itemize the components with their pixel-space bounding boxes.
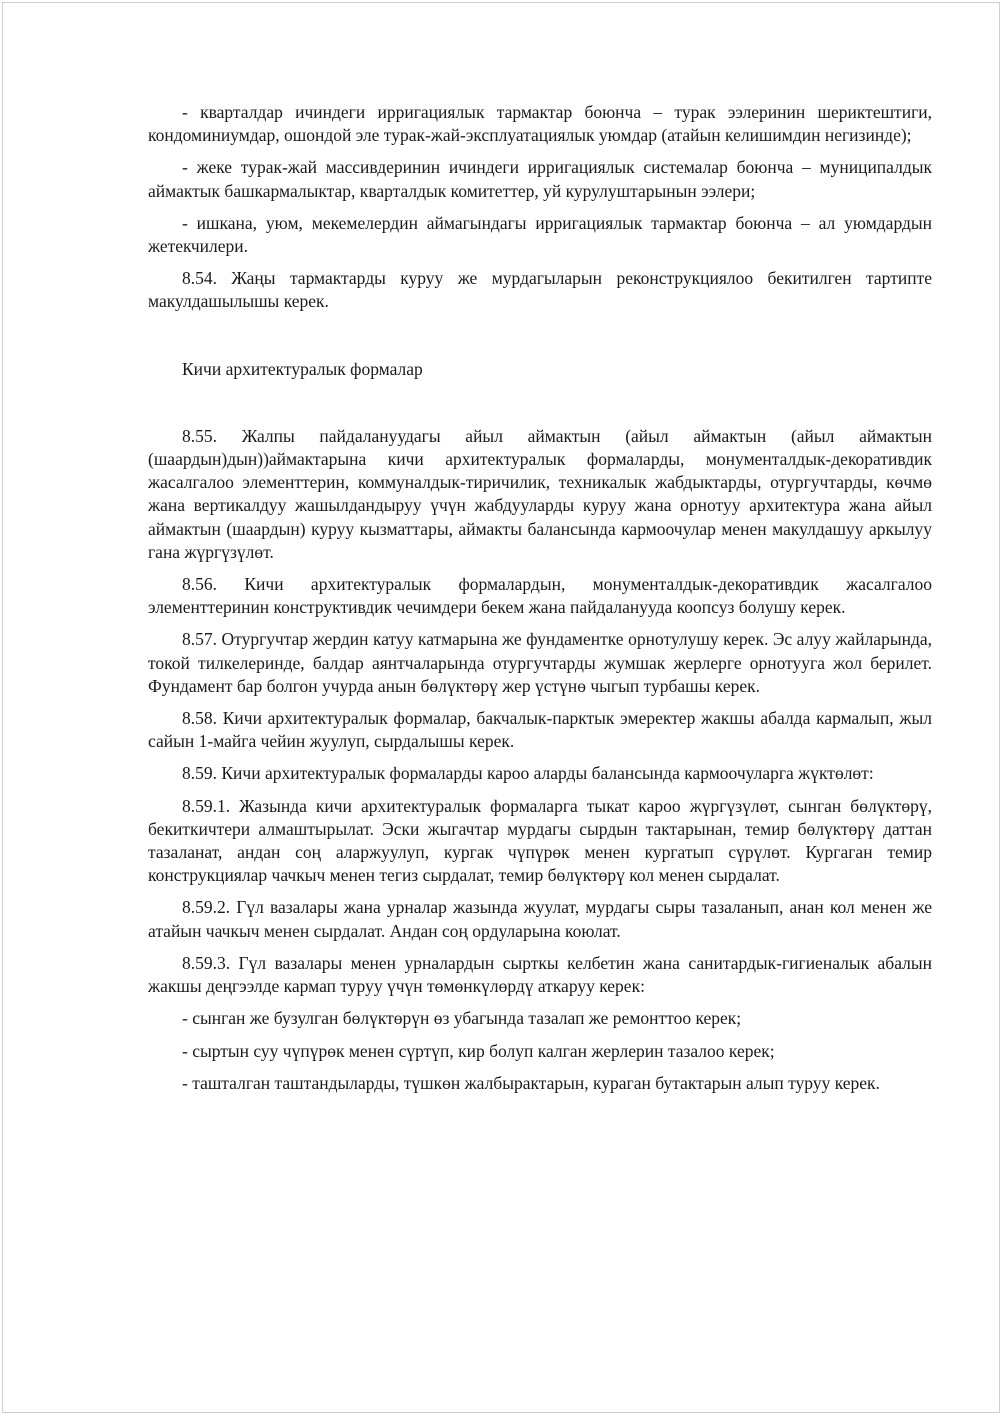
list-item-wipe: - сыртын суу чүпүрөк менен сүртүп, кир болуп калган жерлерин тазалоо керек; xyxy=(182,1040,775,1061)
paragraph-quarter-irrigation: - кварталдар ичиндеги ирригациялык тармактар боюнча – турак ээлеринин шериктештиги, кондоминиумдар, ошондой эле турак-жай-эксплуатациялык уюмдар (атайын келишимдин негизинде); xyxy=(148,102,932,146)
list-item-remove-litter: - ташталган таштандыларды, түшкөн жалбырактарын, кураган бутактарын алып туруу керек. xyxy=(182,1072,880,1093)
paragraph-8-57: 8.57. Отургучтар жердин катуу катмарына же фундаментке орнотулушу керек. Эс алуу жайларында, токой тилкелеринде, балдар аянтчаларында отургучтарды жумшак жерлерге орнотууга жол берилет. Фундамент бар болгон учурда анын бөлүктөрү жер үстүнө чыгып турбашы керек. xyxy=(148,629,932,696)
paragraph-8-59-1: 8.59.1. Жазында кичи архитектуралык формаларга тыкат кароо жүргүзүлөт, сынган бөлүктөрү, бекиткичтери алмаштырылат. Эски жыгачтар мурдагы сырдын тактарынан, темир бөлүктөрү даттан тазаланат, андан соң аларжуулуп, кургак чүпүрөк менен кургатып сүрүлөт. Кургаган темир конструкциялар чачкыч менен тегиз сырдалат, темир бөлүктөрү кол менен сырдалат. xyxy=(148,795,932,886)
document-body xyxy=(148,101,932,1104)
list-item-repair: - сынган же бузулган бөлүктөрүн өз убагында тазалап же ремонттоо керек; xyxy=(182,1008,742,1029)
paragraph-8-55: 8.55. Жалпы пайдалануудагы айыл аймактын (айыл аймактын (айыл аймактын (шаардын)дын))аймактарына кичи архитектуралык формаларды, монументалдык-декоративдик жасалгалоо элементтерин, коммуналдык-тиричилик, техникалык жабдыктарды, отургучтарды, көчмө жана вертикалдуу жашылдандыруу үчүн жабдууларды куруу жана орнотуу архитектура жана айыл аймактын (шаардын) куруу кызматтары, аймакты балансында кармоочулар менен макулдашуу аркылуу гана жүргүзүлөт. xyxy=(148,425,932,562)
paragraph-8-58: 8.58. Кичи архитектуралык формалар, бакчалык-парктык эмеректер жакшы абалда кармалып, жыл сайын 1-майга чейин жуулуп, сырдалышы керек. xyxy=(148,708,932,752)
paragraph-enterprise-irrigation: - ишкана, уюм, мекемелердин аймагындагы ирригациялык тармактар боюнча – ал уюмдардын жетекчилери. xyxy=(148,212,932,257)
document-page xyxy=(2,2,1000,1413)
paragraph-8-56: 8.56. Кичи архитектуралык формалардын, монументалдык-декоративдик жасалгалоо элементтеринин конструктивдик чечимдери бекем жана пайдаланууда коопсуз болушу керек. xyxy=(148,574,932,618)
paragraph-8-54: 8.54. Жаңы тармактарды куруу же мурдагыларын реконструкциялоо бекитилген тартипте макулдашылышы керек. xyxy=(148,268,932,312)
paragraph-8-59-2: 8.59.2. Гүл вазалары жана урналар жазында жуулат, мурдагы сыры тазаланып, анан кол менен же атайын чачкыч менен сырдалат. Андан соң ордуларына коюлат. xyxy=(148,897,932,941)
section-heading: Кичи архитектуралык формалар xyxy=(182,358,423,379)
paragraph-private-housing-irrigation: - жеке турак-жай массивдеринин ичиндеги ирригациялык системалар боюнча – муниципалдык аймактык башкармалыктар, кварталдык комитеттер, уй курулуштарынын ээлери; xyxy=(148,157,932,201)
paragraph-8-59-3: 8.59.3. Гүл вазалары менен урналардын сырткы келбетин жана санитардык-гигиеналык абалын жакшы деңгээлде кармап туруу үчүн төмөнкүлөрдү аткаруу керек: xyxy=(148,952,932,997)
paragraph-8-59: 8.59. Кичи архитектуралык формаларды кароо аларды балансында кармоочуларга жүктөлөт: xyxy=(182,763,874,784)
